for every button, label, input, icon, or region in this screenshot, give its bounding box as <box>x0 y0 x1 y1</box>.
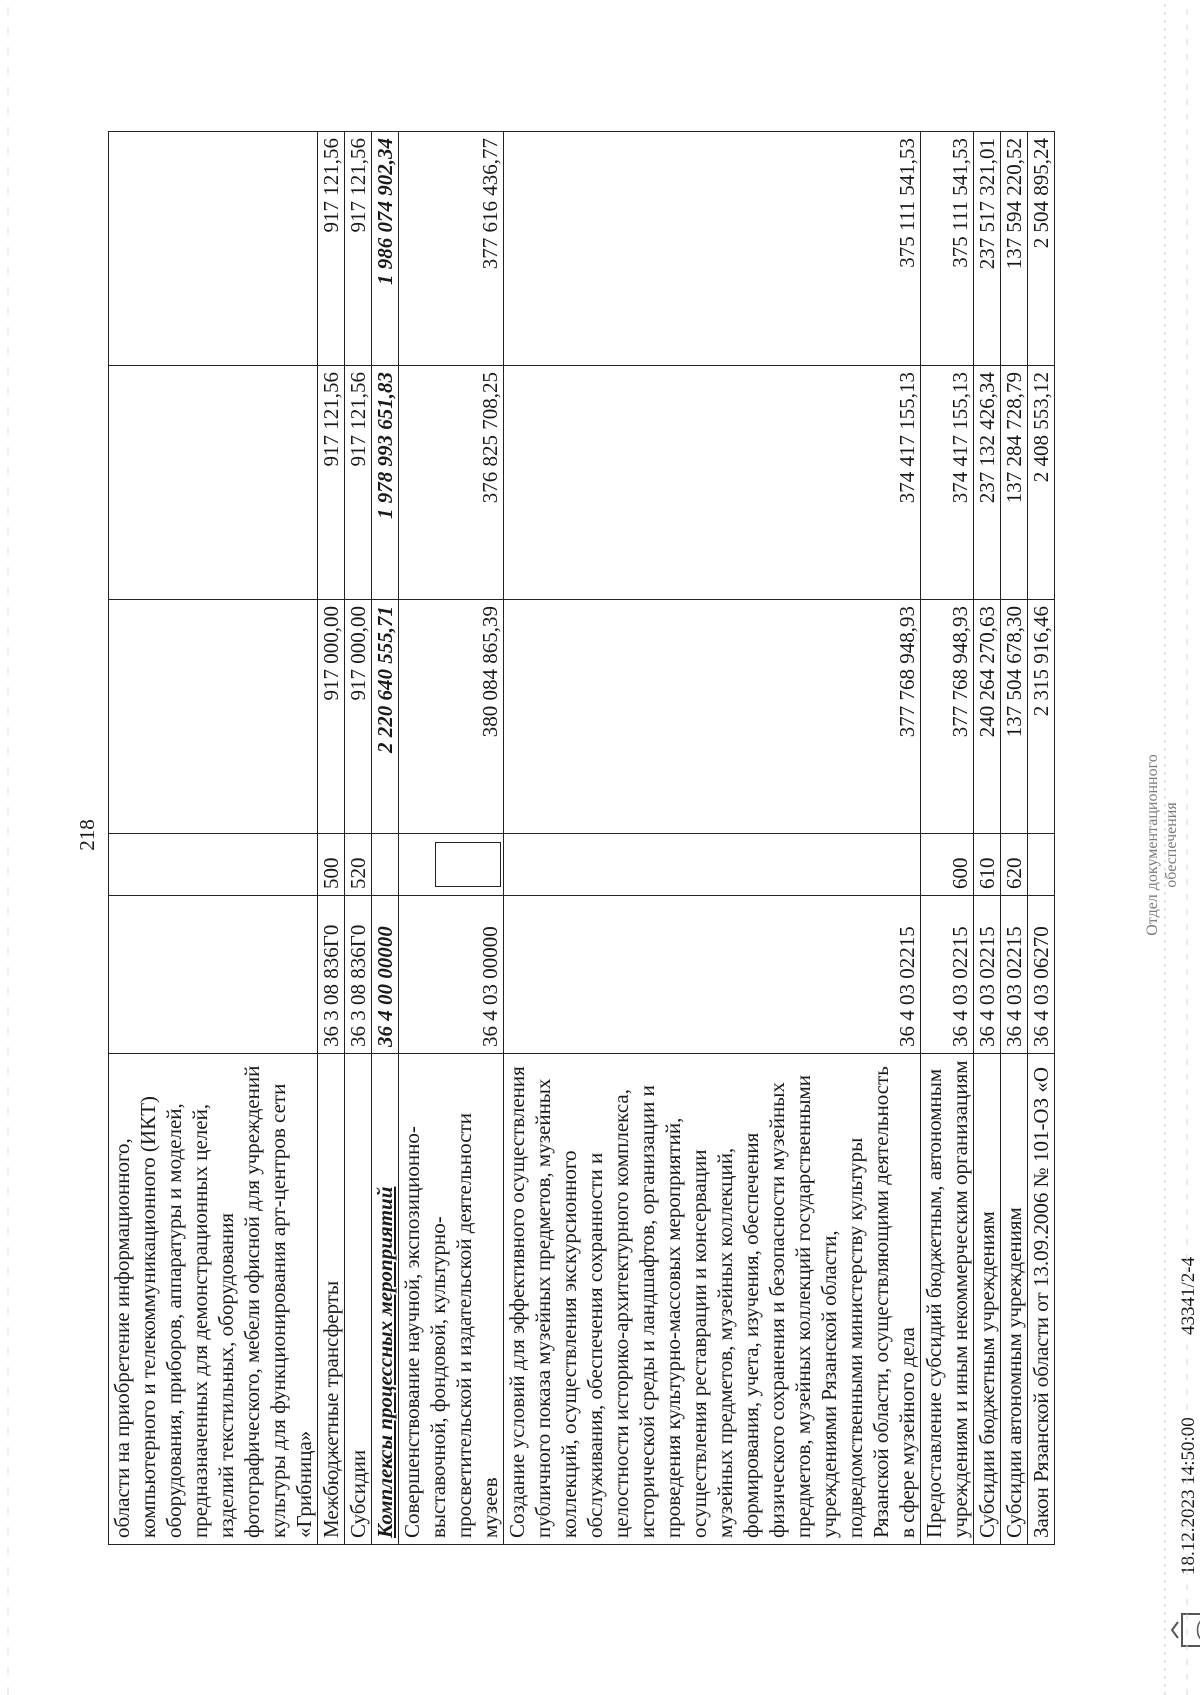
row-csr: 36 3 08 836Г0 <box>345 896 372 1054</box>
row-2025: 917 121,56 <box>318 366 345 600</box>
row-csr: 36 4 03 02215 <box>974 896 1001 1054</box>
row-2026: 1 986 074 902,34 <box>372 132 399 366</box>
row-2024: 377 768 948,93 <box>921 600 974 834</box>
row-name: Предоставление субсидий бюджетным, автономным учреждениям и иным некоммерческим организациям <box>921 1054 974 1545</box>
table-row <box>921 132 974 1545</box>
row-csr: 36 4 03 02215 <box>504 896 921 1054</box>
row-name: Комплексы процессных мероприятий <box>372 1054 399 1545</box>
row-name: Закон Рязанской области от 13.09.2006 № 101-ОЗ «О <box>1028 1054 1055 1545</box>
row-2024 <box>109 600 318 834</box>
row-vr: 600 <box>921 834 974 896</box>
row-2024: 380 084 865,39 <box>399 600 504 834</box>
budget-table <box>108 131 1055 1545</box>
row-name: Межбюджетные трансферты <box>318 1054 345 1545</box>
row-2026: 137 594 220,52 <box>1001 132 1028 366</box>
row-2026: 917 121,56 <box>345 132 372 366</box>
row-name: Создание условий для эффективного осуществления публичного показа музейных предметов, музейных коллекций, осуществления экскурсионного обслуживания, обеспечения сохранности и целостности историко-архитектурного комплекса, исторической среды и ландшафтов, организации и проведения культурно-массовых мероприятий, осуществления реставрации и консервации музейных предметов, музейных коллекций, формирования, учета, изучения, обеспечения физического сохранения и безопасности музейных предметов, музейных коллекций государственными учреждениями Рязанской области, подведомственными министерству культуры Рязанской области, осуществляющими деятельность в сфере музейного дела <box>504 1054 921 1545</box>
table-row <box>974 132 1001 1545</box>
row-vr: 500 <box>318 834 345 896</box>
row-2026: 237 517 321,01 <box>974 132 1001 366</box>
coat-of-arms-icon <box>1168 1600 1200 1660</box>
row-2024: 917 000,00 <box>318 600 345 834</box>
row-vr <box>1028 834 1055 896</box>
row-2025: 2 408 553,12 <box>1028 366 1055 600</box>
row-vr-box <box>399 834 504 896</box>
row-2025: 374 417 155,13 <box>921 366 974 600</box>
footer-code: 43341/2-4 <box>1178 1256 1199 1335</box>
page-number: 218 <box>75 819 99 851</box>
stamp-line-1: Отдел документационного <box>1144 754 1161 936</box>
row-2025: 376 825 708,25 <box>399 366 504 600</box>
row-vr <box>504 834 921 896</box>
row-2024: 2 315 916,46 <box>1028 600 1055 834</box>
row-csr <box>109 896 318 1054</box>
footer-date: 18.12.2023 14:50:00 <box>1178 1417 1199 1575</box>
row-csr: 36 4 03 02215 <box>921 896 974 1054</box>
row-name: Совершенствование научной, экспозиционно-выставочной, фондовой, культурно-просветительской и издательской деятельности музеев <box>399 1054 504 1545</box>
row-2024: 240 264 270,63 <box>974 600 1001 834</box>
table-row <box>318 132 345 1545</box>
row-2026: 377 616 436,77 <box>399 132 504 366</box>
row-name: Субсидии <box>345 1054 372 1545</box>
table-row <box>504 132 921 1545</box>
table-row <box>345 132 372 1545</box>
table-row <box>109 132 318 1545</box>
table-row <box>399 132 504 1545</box>
row-csr: 36 3 08 836Г0 <box>318 896 345 1054</box>
row-2025: 917 121,56 <box>345 366 372 600</box>
row-2026 <box>109 132 318 366</box>
table-row <box>1028 132 1055 1545</box>
row-2026: 375 111 541,53 <box>504 132 921 366</box>
row-2026: 917 121,56 <box>318 132 345 366</box>
row-2025: 237 132 426,34 <box>974 366 1001 600</box>
row-name: Субсидии бюджетным учреждениям <box>974 1054 1001 1545</box>
row-vr <box>109 834 318 896</box>
row-2025 <box>109 366 318 600</box>
row-2026: 2 504 895,24 <box>1028 132 1055 366</box>
empty-box <box>435 842 501 887</box>
row-name: области на приобретение информационного, компьютерного и телекоммуникационного (ИКТ) оборудования, приборов, аппаратуры и моделей, предназначенных для демонстрационных целей, изделий текстильных, оборудования фотографического, мебели офисной для учреждений культуры для функционирования арт-центров сети «Грибница» <box>109 1054 318 1545</box>
row-vr: 520 <box>345 834 372 896</box>
row-csr: 36 4 00 00000 <box>372 896 399 1054</box>
row-2024: 137 504 678,30 <box>1001 600 1028 834</box>
row-2025: 1 978 993 651,83 <box>372 366 399 600</box>
budget-table-body <box>109 132 1055 1545</box>
row-2025: 374 417 155,13 <box>504 366 921 600</box>
department-stamp <box>1143 695 1181 995</box>
row-vr: 620 <box>1001 834 1028 896</box>
row-vr <box>372 834 399 896</box>
row-2024: 917 000,00 <box>345 600 372 834</box>
row-csr: 36 4 03 02215 <box>1001 896 1028 1054</box>
table-row <box>1001 132 1028 1545</box>
table-row <box>372 132 399 1545</box>
row-2026: 375 111 541,53 <box>921 132 974 366</box>
row-2024: 2 220 640 555,71 <box>372 600 399 834</box>
row-csr: 36 4 03 00000 <box>399 896 504 1054</box>
row-vr: 610 <box>974 834 1001 896</box>
row-csr: 36 4 03 06270 <box>1028 896 1055 1054</box>
row-name: Субсидии автономным учреждениям <box>1001 1054 1028 1545</box>
row-2024: 377 768 948,93 <box>504 600 921 834</box>
row-2025: 137 284 728,79 <box>1001 366 1028 600</box>
stamp-line-2: обеспечения <box>1163 802 1180 888</box>
